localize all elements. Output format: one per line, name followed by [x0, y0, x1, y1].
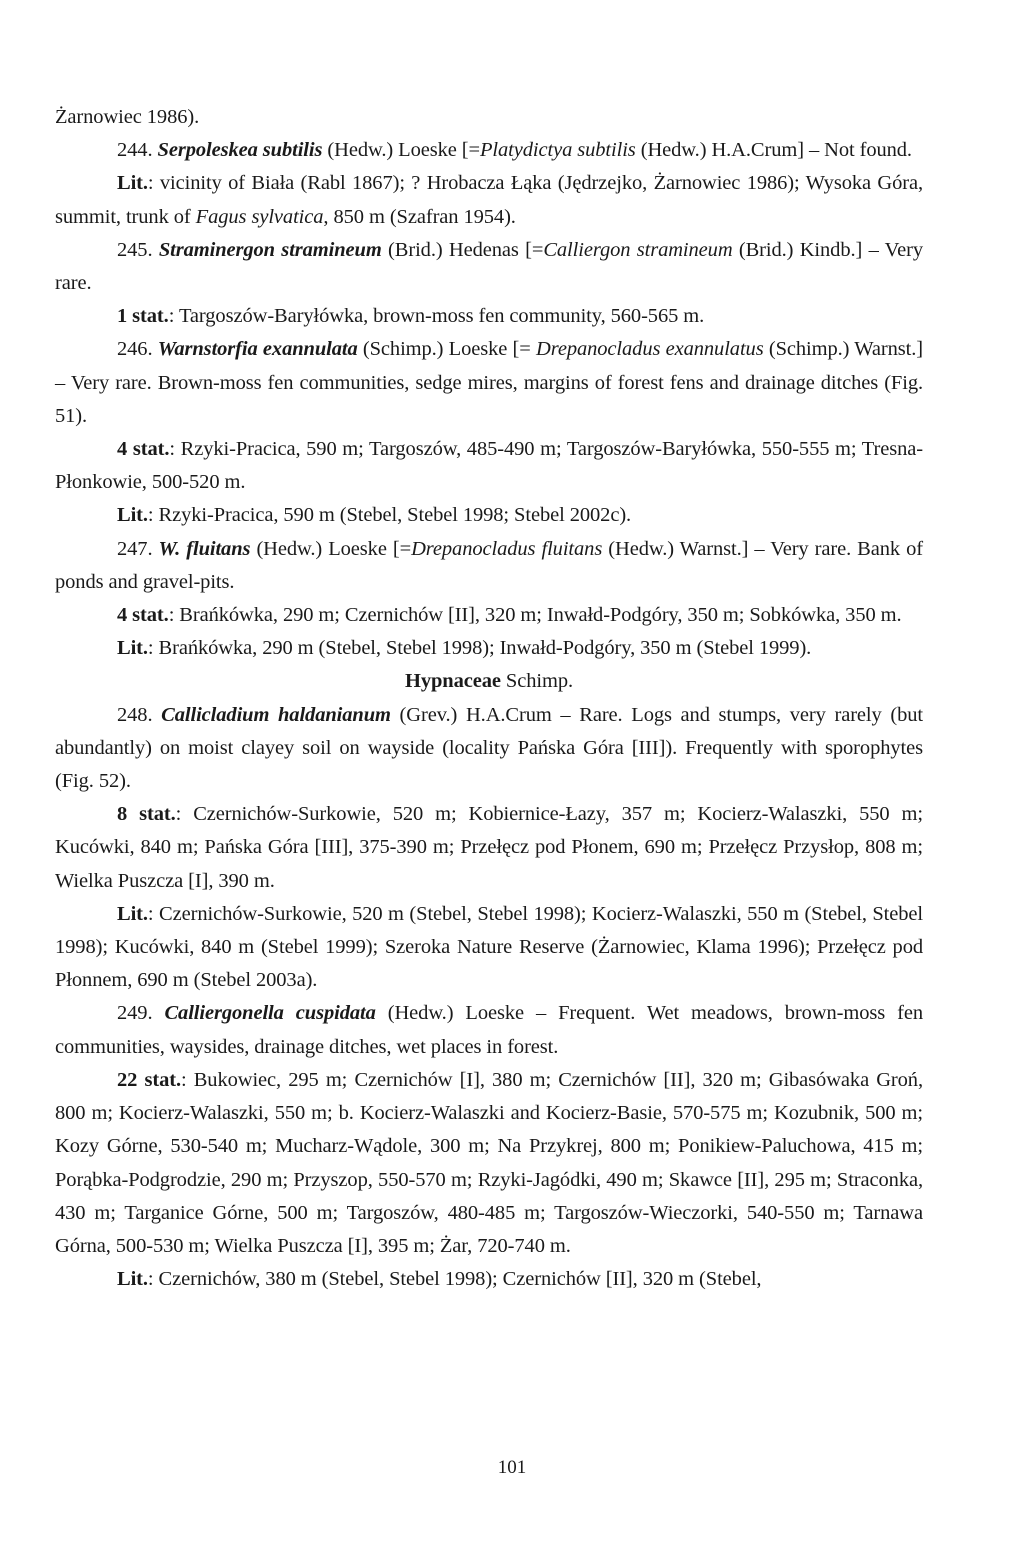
entry-247-literature: Lit.: Brańkówka, 290 m (Stebel, Stebel 1998); Inwałd-Podgóry, 350 m (Stebel 1999).: [117, 637, 812, 660]
entry-248-literature: Lit.: Czernichów-Surkowie, 520 m (Stebel, Stebel 1998); Kocierz-Walaszki, 550 m (Stebel, Stebel 1998); Kucówki, 840 m (Stebel 1999); Szeroka Nature Reserve (Żarnowiec, Klama 1996); Przełęcz pod Płonnem, 690 m (Stebel 2003a).: [55, 902, 923, 992]
species-name: W. fluitans: [158, 537, 251, 560]
entry-245: 245. Straminergon stramineum (Brid.) Hedenas [=Calliergon stramineum (Brid.) Kindb.] – Very rare.: [55, 238, 923, 295]
synonym: Drepanocladus exannulatus: [536, 338, 764, 361]
body-text: [55, 101, 923, 1296]
species-name: Warnstorfia exannulata: [157, 338, 358, 361]
synonym: Platydictya subtilis: [479, 139, 636, 162]
entry-244-literature: Lit.: vicinity of Biała (Rabl 1867); ? Hrobacza Łąka (Jędrzejko, Żarnowiec 1986); Wysoka Góra, summit, trunk of Fagus sylvatica, 850 m (Szafran 1954).: [55, 172, 923, 228]
page-number: 101: [497, 1457, 527, 1478]
entry-244: 244. Serpoleskea subtilis (Hedw.) Loeske [=Platydictya subtilis (Hedw.) H.A.Crum] – Not found.: [117, 139, 912, 162]
entry-246-stations: 4 stat.: Rzyki-Pracica, 590 m; Targoszów, 485-490 m; Targoszów-Baryłówka, 550-555 m; Tresna-Płonkowie, 500-520 m.: [55, 438, 923, 494]
entry-247: 247. W. fluitans (Hedw.) Loeske [=Drepanocladus fluitans (Hedw.) Warnst.] – Very rare. Bank of ponds and gravel-pits.: [55, 537, 923, 593]
entry-246: 246. Warnstorfia exannulata (Schimp.) Loeske [= Drepanocladus exannulatus (Schimp.) Warnst.] – Very rare. Brown-moss fen communities, sedge mires, margins of forest fens and drainage ditches (Fig. 51).: [55, 338, 923, 427]
species-name: Serpoleskea subtilis: [157, 139, 323, 162]
synonym: Drepanocladus fluitans: [411, 537, 603, 560]
species-name: Straminergon stramineum: [158, 238, 382, 261]
entry-248: 248. Callicladium haldanianum (Grev.) H.A.Crum – Rare. Logs and stumps, very rarely (but abundantly) on moist clayey soil on wayside (locality Pańska Góra [III]). Frequently with sporophytes (Fig. 52).: [55, 703, 923, 793]
entry-246-literature: Lit.: Rzyki-Pracica, 590 m (Stebel, Stebel 1998; Stebel 2002c).: [117, 504, 632, 527]
species-name: Calliergonella cuspidata: [164, 1002, 376, 1025]
continuation-line: Żarnowiec 1986).: [55, 106, 200, 128]
entry-249-literature: Lit.: Czernichów, 380 m (Stebel, Stebel 1998); Czernichów [II], 320 m (Stebel,: [117, 1268, 762, 1291]
entry-245-stations: 1 stat.: Targoszów-Baryłówka, brown-moss fen community, 560-565 m.: [117, 305, 705, 328]
synonym: Calliergon stramineum: [543, 238, 733, 261]
entry-249: 249. Calliergonella cuspidata (Hedw.) Loeske – Frequent. Wet meadows, brown-moss fen communities, waysides, drainage ditches, wet places in forest.: [55, 1002, 923, 1058]
entry-249-stations: 22 stat.: Bukowiec, 295 m; Czernichów [I], 380 m; Czernichów [II], 320 m; Gibasówaka Groń, 800 m; Kocierz-Walaszki, 550 m; b. Kocierz-Walaszki and Kocierz-Basie, 570-575 m; Kozubnik, 500 m; Kozy Górne, 530-540 m; Mucharz-Wądole, 300 m; Na Przykrej, 800 m; Ponikiew-Paluchowa, 415 m; Porąbka-Podgrodzie, 290 m; Przyszop, 550-570 m; Rzyki-Jagódki, 490 m; Skawce [II], 295 m; Straconka, 430 m; Targanice Górne, 500 m; Targoszów, 480-485 m; Targoszów-Wieczorki, 540-550 m; Tarnawa Górna, 500-530 m; Wielka Puszcza [I], 395 m; Żar, 720-740 m.: [55, 1068, 923, 1257]
family-heading: Hypnaceae Schimp.: [405, 670, 573, 693]
species-name: Callicladium haldanianum: [161, 703, 391, 726]
entry-247-stations: 4 stat.: Brańkówka, 290 m; Czernichów [II], 320 m; Inwałd-Podgóry, 350 m; Sobkówka, 350 m.: [117, 604, 902, 627]
entry-248-stations: 8 stat.: Czernichów-Surkowie, 520 m; Kobiernice-Łazy, 357 m; Kocierz-Walaszki, 550 m; Kucówki, 840 m; Pańska Góra [III], 375-390 m; Przełęcz pod Płonem, 690 m; Przełęcz Przysłop, 808 m; Wielka Puszcza [I], 390 m.: [55, 803, 923, 892]
